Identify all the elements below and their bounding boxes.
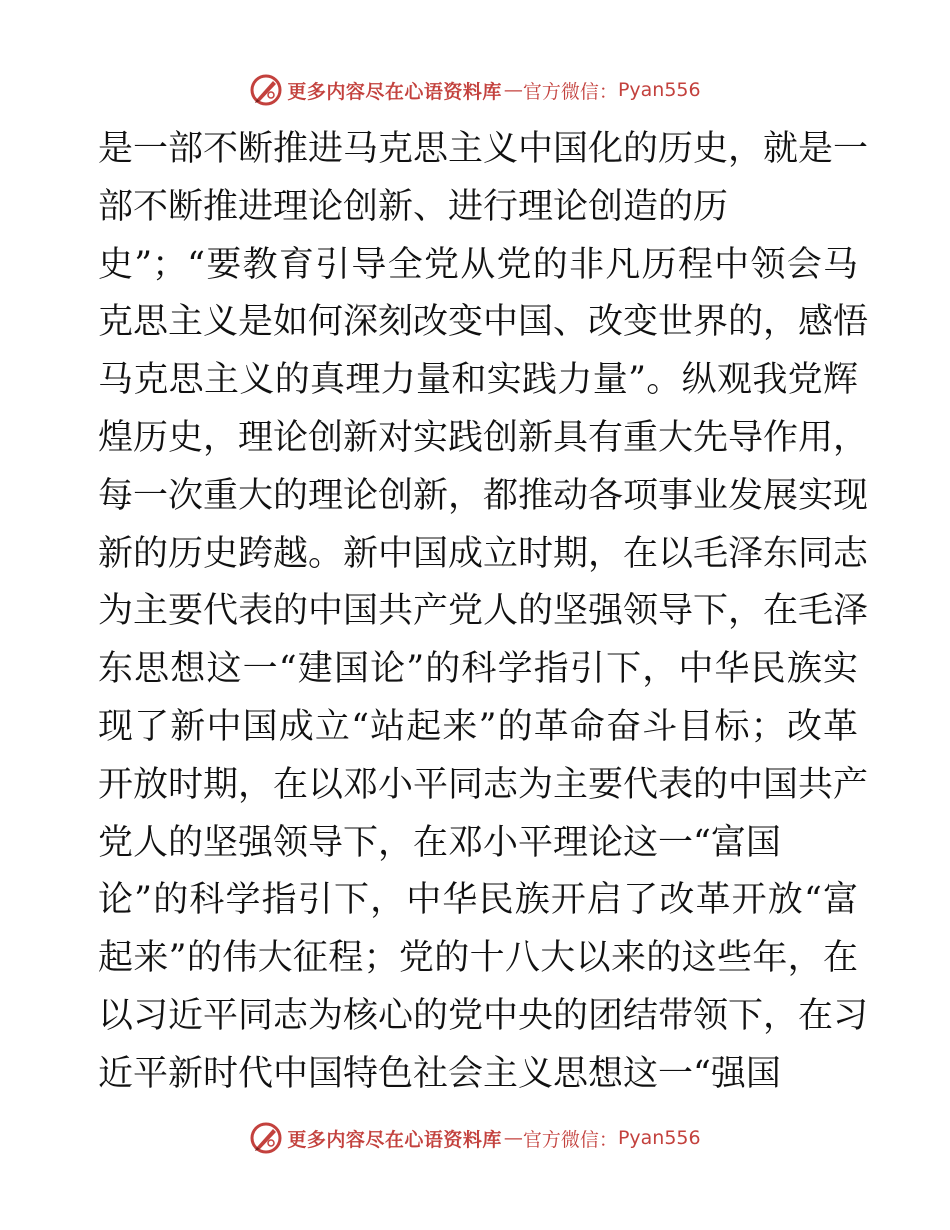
text-line: 史”；“要教育引导全党从党的非凡历程中领会马 — [98, 244, 858, 285]
text-line: 开放时期，在以邓小平同志为主要代表的中国共产 — [98, 764, 869, 805]
text-line: 新的历史跨越。新中国成立时期，在以毛泽东同志 — [98, 533, 869, 574]
header-separator: — — [503, 79, 521, 101]
text-line: 党人的坚强领导下，在邓小平理论这一“富国 — [98, 822, 781, 863]
footer-wechat-label: 官方微信： — [522, 1128, 618, 1151]
header-wechat-id: Pyan556 — [617, 79, 701, 101]
quill-logo-icon — [249, 73, 283, 107]
text-line: 克思主义是如何深刻改变中国、改变世界的，感悟 — [98, 302, 869, 343]
footer-banner — [0, 1120, 950, 1156]
header-wechat-label: 官方微信： — [522, 80, 618, 103]
header-slogan: 更多内容尽在心语资料库 — [287, 80, 502, 103]
text-line: 起来”的伟大征程；党的十八大以来的这些年，在 — [98, 938, 858, 979]
footer-wechat-id: Pyan556 — [617, 1127, 701, 1149]
footer-separator: — — [503, 1127, 521, 1149]
text-line: 近平新时代中国特色社会主义思想这一“强国 — [98, 1053, 781, 1094]
header-banner — [0, 72, 950, 108]
text-line: 马克思主义的真理力量和实践力量”。纵观我党辉 — [98, 360, 858, 401]
quill-logo-icon — [249, 1121, 283, 1155]
text-line: 现了新中国成立“站起来”的革命奋斗目标；改革 — [98, 706, 858, 747]
text-line: 为主要代表的中国共产党人的坚强领导下，在毛泽 — [98, 591, 869, 632]
text-line: 部不断推进理论创新、进行理论创造的历 — [98, 186, 729, 227]
footer-slogan: 更多内容尽在心语资料库 — [287, 1128, 502, 1151]
text-line: 论”的科学指引下，中华民族开启了改革开放“富 — [98, 880, 858, 921]
body-text — [98, 121, 869, 1104]
text-line: 东思想这一“建国论”的科学指引下，中华民族实 — [98, 649, 858, 690]
text-line: 煌历史，理论创新对实践创新具有重大先导作用， — [98, 417, 869, 458]
text-line: 是一部不断推进马克思主义中国化的历史，就是一 — [98, 129, 869, 169]
text-line: 每一次重大的理论创新，都推动各项事业发展实现 — [98, 475, 869, 516]
text-line: 以习近平同志为核心的党中央的团结带领下，在习 — [98, 995, 869, 1036]
